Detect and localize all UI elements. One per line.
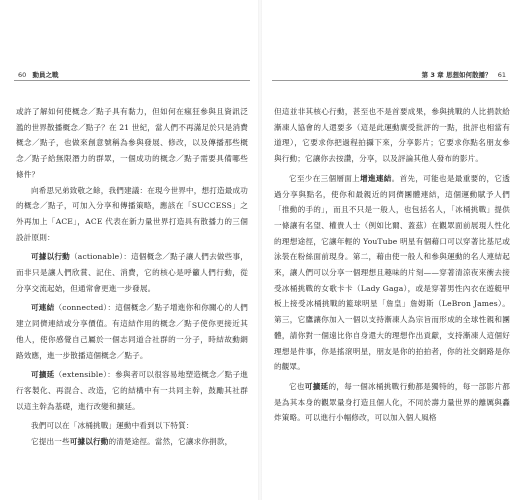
text-run: 的，每一個冰桶挑戰行動都是獨特的，每一部影片都是為其本身的觀眾量身打造且個人化，不同於壽力量世界的離厲與轟炸策略。可以進行小幅修改，可以加入個人風格 bbox=[274, 381, 510, 423]
term-english: （actionable） bbox=[69, 252, 124, 262]
right-page bbox=[262, 0, 520, 500]
right-header-rule bbox=[272, 80, 508, 81]
term: 可據以行動 bbox=[69, 437, 109, 447]
left-text-block bbox=[16, 104, 248, 450]
definition-actionable bbox=[16, 249, 248, 296]
paragraph bbox=[274, 379, 510, 426]
chapter-title: 思想如何散播？ bbox=[445, 71, 492, 79]
term: 可擴延 bbox=[31, 370, 55, 380]
text-run: 的清楚途徑。當然，它讓求你捐款， bbox=[108, 437, 233, 447]
definition-text: ：參與者可以很容易地塑造概念／點子進行客製化、再混合、改造，它的結構中有一共同主幹，鼓勵其社群以這主幹為基礎，進行改變和擴延。 bbox=[16, 370, 249, 411]
right-running-head bbox=[422, 70, 510, 79]
text-run: 。首先，可能也是最重要的，它透過分享與點名，使你和最親近的同儕團體連結，這個運動賦予人們「推動的手的」，而且不只是一般人，也包括名人，「冰桶挑戰」提供一條讓有名望、權貴人士（例如比爾、蓋茲）在觀眾面前展現人性化的理想途徑，它讓年輕的 YouTube 明星有個藉口可以穿著比基尼或泳裝在粉絲面前現身。第二，藉由使一般人和參與運動的名人連結起來，讓人們可以分享一個理想且趣味的片刻——穿著清涼夜來衝去接受冰桶挑戰的女歌卡卡（Lady Gaga），或是穿著男性內衣在遊艇甲板上接受冰桶挑戰的籃球明星「詹皇」詹姆斯（LeBron James）。第三，它鷹讓你加入一個以支持漸凍人為宗旨而形成的全球性親和團體，請你對一個遠比你自身還大的理想作出貢獻，支持漸凍人這個好理想是件事，你是搖滾明星，朋友是你的拍拍者，你的社交網路是你的觀眾。 bbox=[274, 173, 510, 372]
paragraph bbox=[16, 434, 248, 450]
book-title: 動員之戰 bbox=[32, 71, 59, 79]
definition-connected bbox=[16, 300, 248, 363]
term: 可連結 bbox=[31, 303, 55, 313]
term-english: （extensible） bbox=[54, 370, 108, 380]
paragraph: 或許了解如何使概念／點子具有黏力，但如何在瘋狂參與且資訊泛濫的世界散播概念／點子？在 21 世紀，當人們不再滿足於只是消費概念／點子，也做來創意號稱為參與發展、修改，以及傳播那些概念／點子給無限潛力的群眾，一個成功的概念／點子需要具備哪些條件？ bbox=[16, 107, 248, 179]
definition-extensible bbox=[16, 367, 248, 414]
left-header-rule bbox=[14, 80, 250, 81]
definition-text: ：這個概念／點子增進你和你關心的人們建立同儕連結或分享價值。有這結作用的概念／點子使你更接近其他人，使你感覺自己屬於一個志同道合社群的一分子，時結故動網路效應，進一步散播這個概念／點子。 bbox=[16, 303, 249, 360]
paragraph: 但這並非其核心行動，甚至也不是首要成果，參與挑戰的人比捐款給漸凍人協會的人還要多（這是此運動廣受批評的一點，批評也相當有道理），它要求你把過程拍攝下來，分享影片；它要求你點名朋友參與行動；它讓你去按讚，分享，以及評論其他人發布的影片。 bbox=[274, 107, 510, 164]
text-run: 它至少在三個層面上 bbox=[289, 173, 361, 183]
paragraph: 我們可以在「冰桶挑戰」運動中看到以下特質： bbox=[31, 421, 194, 431]
chapter-label: 第 3 章 bbox=[421, 71, 444, 79]
left-page bbox=[0, 0, 258, 500]
term-english: （connected） bbox=[54, 303, 108, 313]
term: 可據以行動 bbox=[31, 252, 70, 262]
definition-text: ：這個概念／點子讓人們去做些事，而非只是讓人們欣賞、記住、消費，它的核心是呼籲人們行動，從分享交流起始，但通常會更進一步發展。 bbox=[16, 252, 248, 293]
left-page-number: 60 bbox=[18, 71, 27, 79]
paragraph: 向希思兄弟致敬之餘，我們建議：在現今世界中，想打造最成功的概念／點子，可加入分享和傳播策略，應該在「SUCCESS」之外再加上「ACE」，ACE 代表在新力量世界打造具有散播力的三個設計原則： bbox=[16, 185, 248, 242]
text-run: 它提出一些 bbox=[31, 437, 70, 447]
right-page-number: 61 bbox=[497, 71, 506, 79]
term: 可擴延 bbox=[304, 381, 329, 391]
paragraph bbox=[274, 171, 510, 375]
term: 增進連結 bbox=[360, 173, 392, 183]
text-run: 它也 bbox=[289, 381, 305, 391]
right-text-block bbox=[274, 104, 510, 426]
left-running-head bbox=[14, 70, 59, 79]
